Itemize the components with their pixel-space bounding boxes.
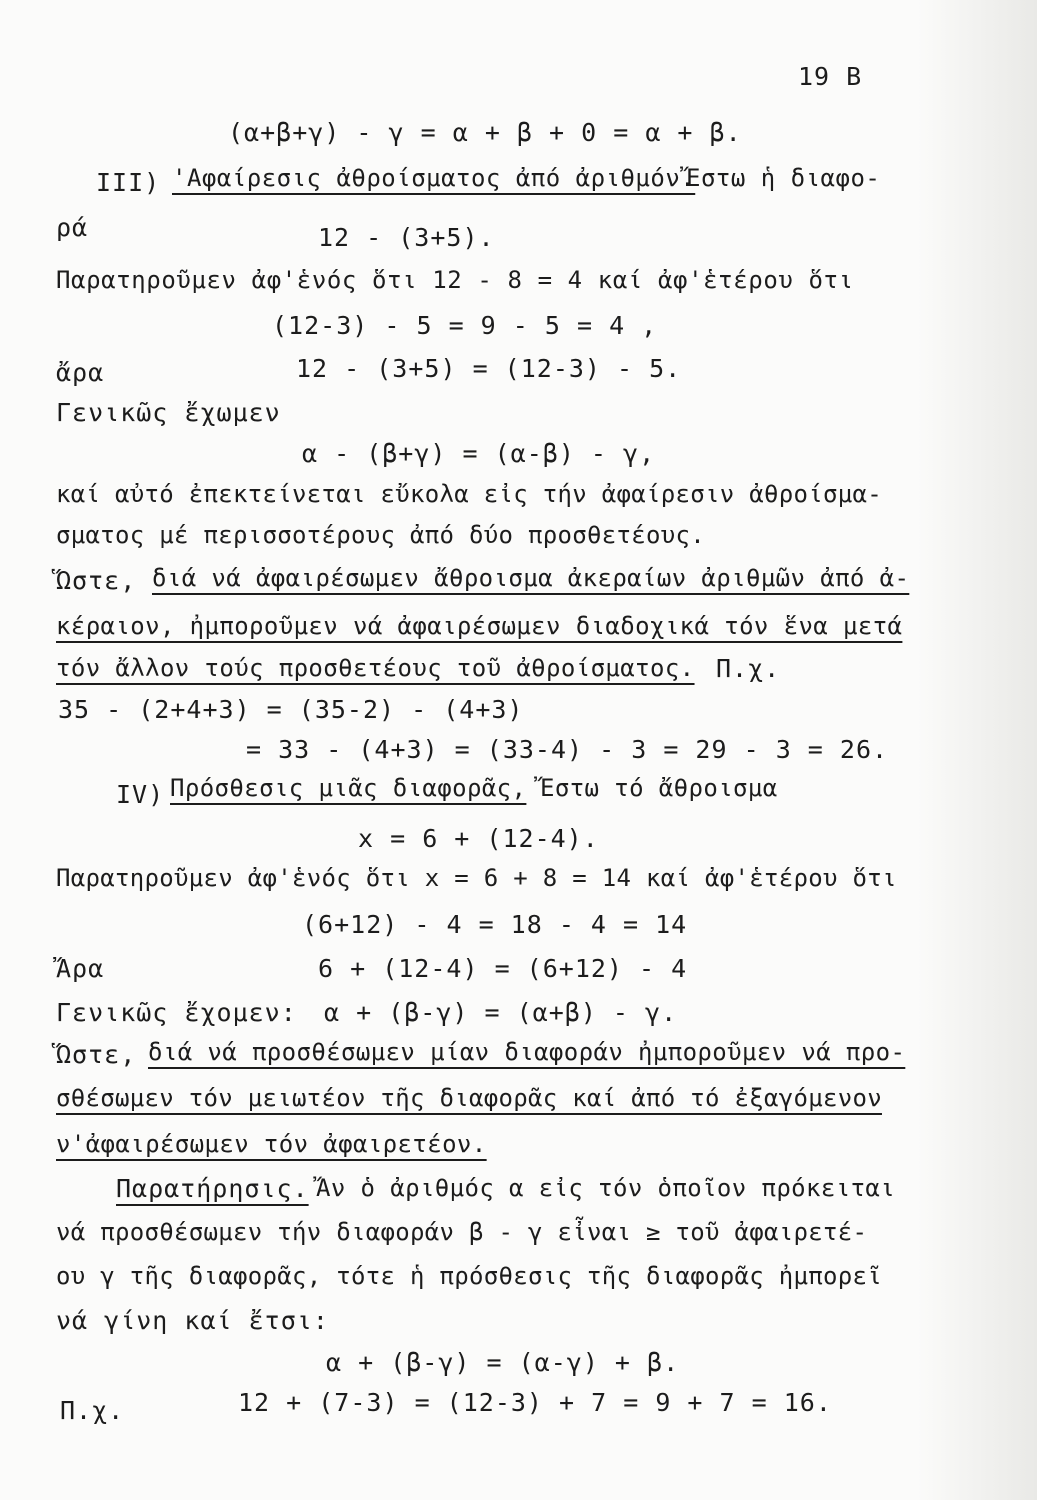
line-generally-1: Γενικῶς ἔχωμεν (56, 398, 281, 427)
page-number: 19 B (798, 62, 863, 91)
example-label-1: Π.χ. (716, 654, 781, 683)
rule-1-line-3: τόν ἄλλον τούς προσθετέους τοῦ ἀθροίσματος. (56, 654, 695, 682)
rule-1-line-1: διά νά ἀφαιρέσωμεν ἄθροισμα ἀκεραίων ἀριθμῶν ἀπό ἀ- (152, 564, 910, 592)
line-sum-minus-gamma: (α+β+γ) - γ = α + β + 0 = α + β. (228, 118, 742, 147)
line-generally-2: Γενικῶς ἔχομεν: (56, 998, 297, 1027)
line-observe-2: Παρατηροῦμεν ἀφ'ἑνός ὅτι x = 6 + 8 = 14 καί ἀφ'ἑτέρου ὅτι (56, 864, 897, 892)
example-1-line-2: = 33 - (4+3) = (33-4) - 3 = 29 - 3 = 26. (246, 735, 889, 764)
line-hoste-2: Ὥστε, (56, 1040, 137, 1069)
line-extends: καί αὐτό ἐπεκτείνεται εὔκολα εἰς τήν ἀφαίρεσιν ἀθροίσμα- (56, 480, 882, 508)
line-calc-1: (12-3) - 5 = 9 - 5 = 4 , (272, 311, 658, 340)
line-calc-2: (6+12) - 4 = 18 - 4 = 14 (302, 910, 688, 939)
formula-3: α + (β-γ) = (α-γ) + β. (326, 1348, 680, 1377)
rule-2-line-3: ν'ἀφαιρέσωμεν τόν ἀφαιρετέον. (56, 1130, 487, 1158)
example-1-line-1: 35 - (2+4+3) = (35-2) - (4+3) (58, 695, 524, 724)
line-ara-1: ἄρα (56, 358, 105, 387)
section-iv-label: IV) (116, 780, 165, 809)
remark-line-4: νά γίνη καί ἔτσι: (56, 1306, 329, 1335)
line-expression-12-minus: 12 - (3+5). (318, 223, 495, 252)
rule-1-line-2: κέραιον, ἠμποροῦμεν νά ἀφαιρέσωμεν διαδοχικά τόν ἕνα μετά (56, 612, 903, 640)
formula-1: α - (β+γ) = (α-β) - γ, (302, 439, 656, 468)
line-continuation-ra: ρά (56, 213, 89, 242)
remark-line-2: νά προσθέσωμεν τήν διαφοράν β - γ εἶναι ≥ τοῦ ἀφαιρετέ- (56, 1218, 868, 1246)
remark-label: Παρατήρησις. (116, 1174, 309, 1203)
section-iv-intro: Ἔστω τό ἄθροισμα (540, 774, 778, 802)
line-extends-cont: σματος μέ περισσοτέρους ἀπό δύο προσθετέους. (56, 521, 705, 549)
page-edge-shadow (917, 0, 1037, 1500)
example-label-2: Π.χ. (60, 1396, 125, 1425)
section-iii-intro: Ἔστω ἡ διαφο- (686, 164, 881, 192)
section-iii-label: III) (96, 168, 161, 197)
line-result-2: 6 + (12-4) = (6+12) - 4 (318, 954, 688, 983)
section-iii-title: 'Αφαίρεσις ἀθροίσματος ἀπό ἀριθμόν. (172, 164, 696, 192)
line-x-equals: x = 6 + (12-4). (358, 824, 599, 853)
line-result-1: 12 - (3+5) = (12-3) - 5. (296, 354, 682, 383)
rule-2-line-2: σθέσωμεν τόν μειωτέον τῆς διαφορᾶς καί ἀπό τό ἐξαγόμενον (56, 1084, 882, 1112)
section-iv-title: Πρόσθεσις μιᾶς διαφορᾶς, (170, 774, 527, 802)
example-2-line: 12 + (7-3) = (12-3) + 7 = 9 + 7 = 16. (238, 1388, 832, 1417)
remark-line-3: ου γ τῆς διαφορᾶς, τότε ἡ πρόσθεσις τῆς διαφορᾶς ἠμπορεῖ (56, 1262, 882, 1290)
formula-2: α + (β-γ) = (α+β) - γ. (324, 998, 678, 1027)
rule-2-line-1: διά νά προσθέσωμεν μίαν διαφοράν ἠμποροῦμεν νά προ- (148, 1038, 906, 1066)
line-ara-2: Ἄρα (56, 954, 105, 983)
line-hoste-1: Ὥστε, (56, 566, 137, 595)
line-observe-1: Παρατηροῦμεν ἀφ'ἑνός ὅτι 12 - 8 = 4 καί ἀφ'ἑτέρου ὅτι (56, 266, 854, 294)
remark-line-1: Ἄν ὁ ἀριθμός α εἰς τόν ὁποῖον πρόκειται (316, 1174, 896, 1202)
